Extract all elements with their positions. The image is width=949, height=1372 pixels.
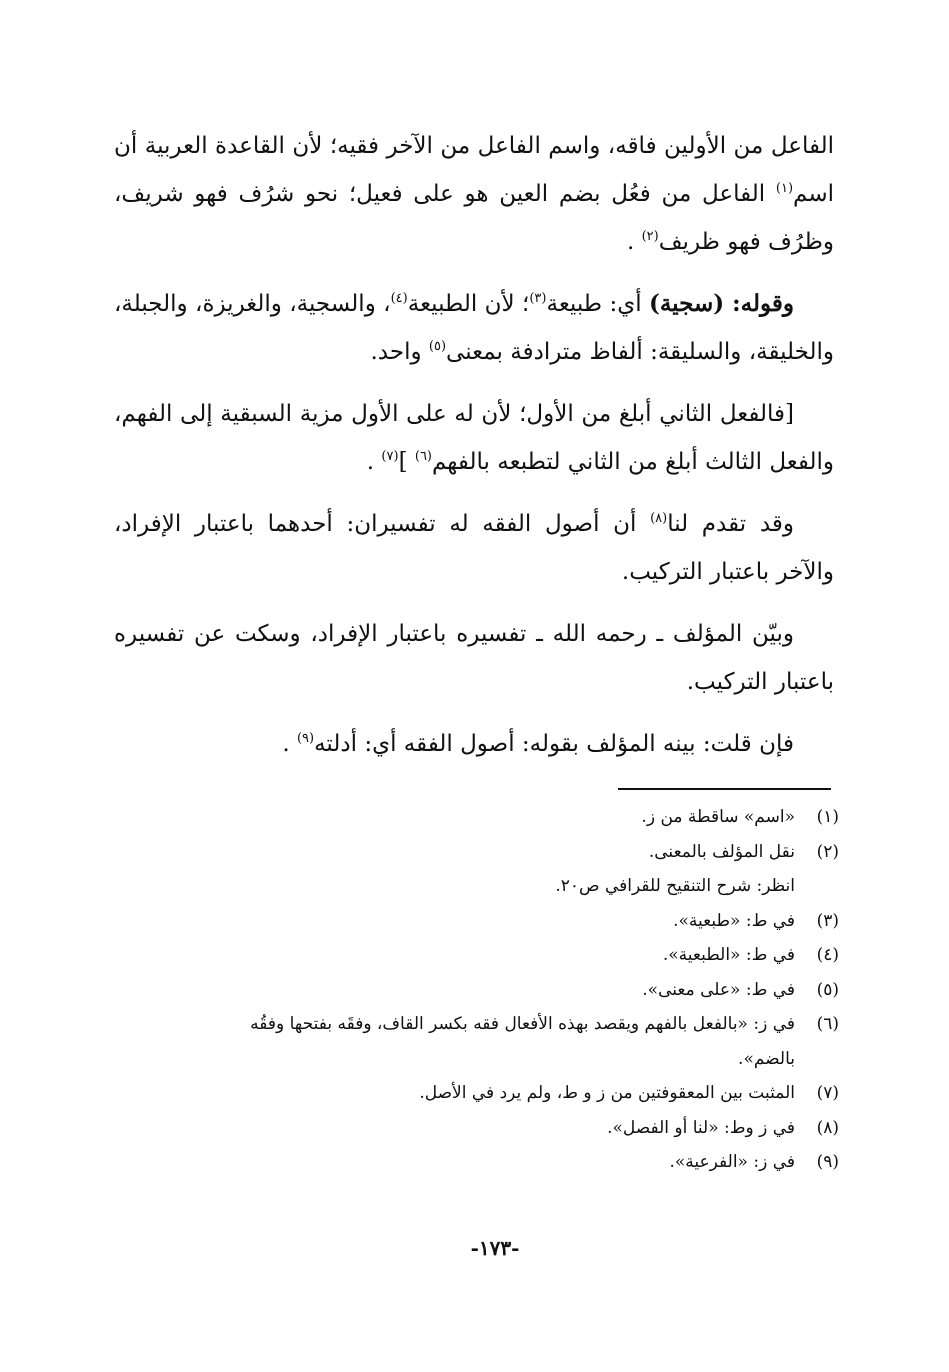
- footnote-text: في ط: «على معنى».: [642, 979, 795, 1000]
- footnote-number: (٢): [816, 841, 839, 862]
- footnotes: [104, 800, 839, 1180]
- footnote-item: [104, 1007, 839, 1042]
- footnote-text: في ز: «بالفعل بالفهم ويقصد بهذه الأفعال فقه بكسر القاف، وفقَه بفتحها وفقُه: [250, 1014, 795, 1034]
- footnote-text: في ط: «طبعية».: [673, 910, 795, 931]
- page-number: -١٧٣-: [470, 1236, 520, 1260]
- footnote-number: (١): [816, 807, 839, 827]
- footnote-ref-5[interactable]: (٥): [428, 339, 447, 354]
- footnote-divider: [618, 788, 831, 790]
- text-run: ، والسجية، والغريزة، والجبلة، والخليقة، والسليقة: ألفاظ مترادفة بمعنى: [114, 291, 834, 365]
- paragraph-4: [114, 500, 834, 596]
- text-run: فإن قلت: بينه المؤلف بقوله: أصول الفقه أي: أدلته: [314, 731, 794, 757]
- footnote-ref-7[interactable]: (٧): [381, 449, 399, 464]
- footnote-item: [104, 1076, 839, 1111]
- paragraph-6: [114, 720, 834, 768]
- paragraph-5: [114, 610, 834, 706]
- footnote-item: [104, 904, 839, 939]
- footnote-text: في ز: «الفرعية».: [669, 1152, 795, 1172]
- text-run: .: [282, 731, 297, 757]
- footnote-number: (٧): [816, 1083, 839, 1103]
- text-run: الفاعل من الأولين فاقه، واسم الفاعل من الآخر فقيه؛ لأن القاعدة العربية أن اسم: [114, 133, 834, 207]
- footnote-ref-6[interactable]: (٦): [414, 449, 432, 464]
- footnote-number: (٣): [816, 910, 839, 931]
- footnote-number: (٥): [816, 979, 839, 1000]
- text-run: [فالفعل الثاني أبلغ من الأول؛ لأن له على الأول مزية السبقية إلى الفهم، والفعل الثالث أبلغ من الثاني لتطبعه بالفهم: [114, 401, 834, 475]
- footnote-text: «اسم» ساقطة من ز.: [641, 807, 795, 827]
- footnote-item: [104, 800, 839, 835]
- footnote-continuation: بالضم».: [738, 1048, 795, 1069]
- footnote-ref-8[interactable]: (٨): [650, 511, 668, 526]
- footnote-ref-3[interactable]: (٣): [529, 291, 547, 306]
- footnote-text: المثبت بين المعقوفتين من ز و ط، ولم يرد في الأصل.: [419, 1083, 795, 1103]
- main-text: [114, 122, 834, 768]
- paragraph-3: [114, 390, 834, 486]
- footnote-ref-4[interactable]: (٤): [390, 291, 408, 306]
- footnote-item: [104, 1111, 839, 1146]
- footnote-text: في ط: «الطبعية».: [662, 945, 795, 965]
- text-run: .: [626, 229, 642, 255]
- footnote-item: [104, 1145, 839, 1180]
- text-run: وقد تقدم لنا: [667, 511, 794, 537]
- footnote-ref-9[interactable]: (٩): [296, 731, 315, 746]
- text-run: ؛ لأن الطبيعة: [407, 291, 530, 317]
- paragraph-2: [114, 280, 834, 376]
- footnote-ref-1[interactable]: (١): [775, 181, 794, 196]
- text-run: وبيّن المؤلف ـ رحمه الله ـ تفسيره باعتبار الإفراد، وسكت عن تفسيره باعتبار التركيب.: [114, 621, 834, 695]
- footnote-number: (٩): [816, 1152, 839, 1172]
- footnote-item: [104, 973, 839, 1008]
- text-run: واحد.: [370, 339, 429, 365]
- footnote-continuation: انظر: شرح التنقيح للقرافي ص٢٠.: [555, 876, 795, 896]
- footnote-text: نقل المؤلف بالمعنى.: [648, 841, 795, 862]
- text-run: ]: [398, 449, 415, 475]
- footnote-item: [104, 835, 839, 870]
- text-run: الفاعل من فعُل بضم العين هو على فعيل؛ نحو شرُف فهو شريف، وظرُف فهو ظريف: [114, 181, 834, 255]
- text-run: أن أصول الفقه له تفسيران: أحدهما باعتبار الإفراد، والآخر باعتبار التركيب.: [114, 511, 834, 585]
- paragraph-1: [114, 122, 834, 266]
- footnote-ref-2[interactable]: (٢): [641, 229, 659, 244]
- text-run: .: [366, 449, 382, 475]
- text-run: أي: طبيعة: [546, 291, 649, 317]
- footnote-item: [104, 938, 839, 973]
- footnote-text: في ز وط: «لنا أو الفصل».: [607, 1117, 795, 1138]
- quoted-term: وقوله: (سجية): [648, 290, 794, 317]
- footnote-number: (٤): [816, 945, 839, 965]
- footnote-number: (٦): [816, 1014, 839, 1034]
- footnote-number: (٨): [816, 1117, 839, 1138]
